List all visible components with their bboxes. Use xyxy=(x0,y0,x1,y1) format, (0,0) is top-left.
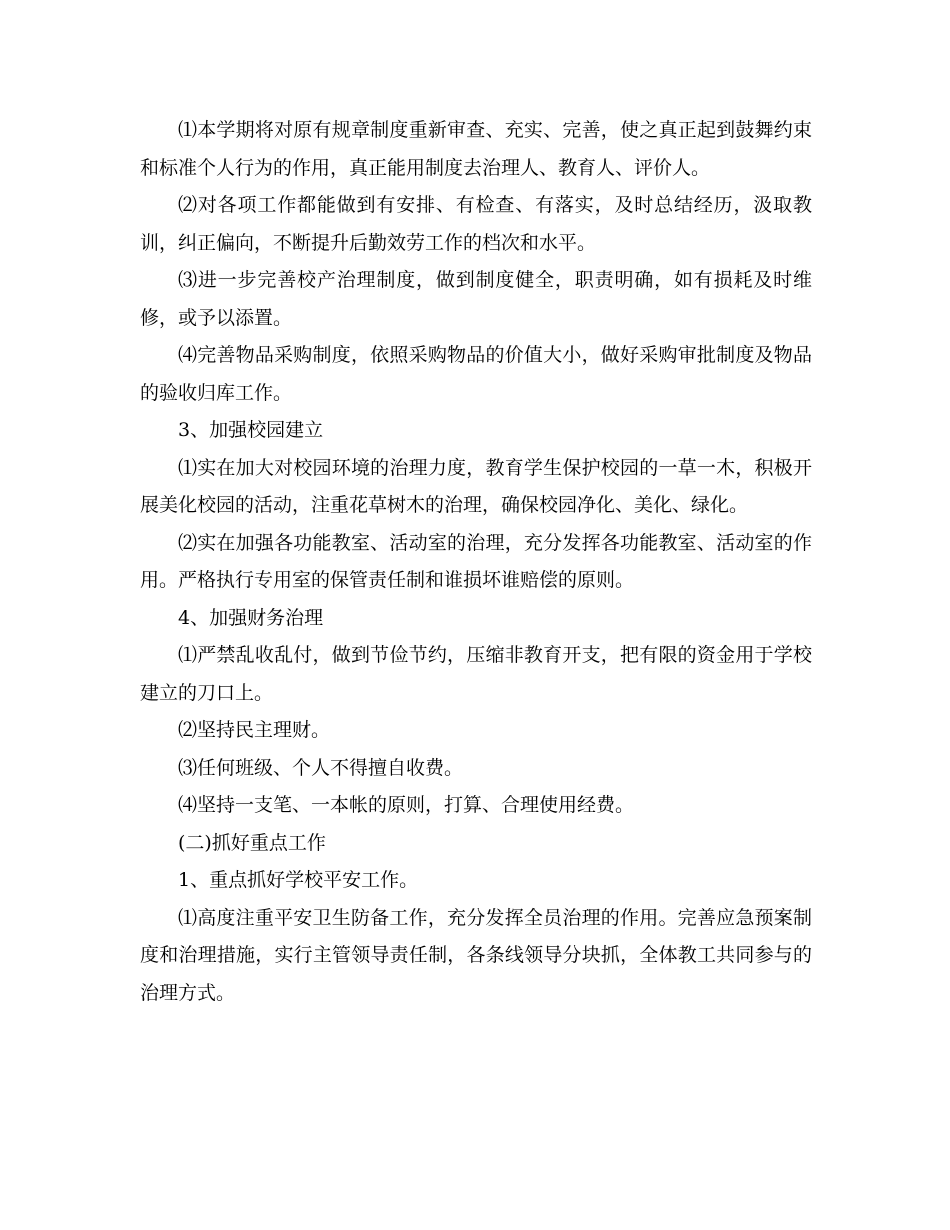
paragraph-procurement: ⑷完善物品采购制度，依照采购物品的价值大小，做好采购审批制度及物品的验收归库工作。 xyxy=(140,344,812,404)
paragraph-asset-management: ⑶进一步完善校产治理制度，做到制度健全，职责明确，如有损耗及时维修，或予以添置。 xyxy=(140,269,812,329)
paragraph-campus-environment: ⑴实在加大对校园环境的治理力度，教育学生保护校园的一草一木，积极开展美化校园的活动，注重花草树木的治理，确保校园净化、美化、绿化。 xyxy=(140,456,812,516)
heading-key-work: (二)抓好重点工作 xyxy=(178,831,326,854)
paragraph-work-arrangement: ⑵对各项工作都能做到有安排、有检查、有落实，及时总结经历，汲取教训，纠正偏向，不断提升后勤效劳工作的档次和水平。 xyxy=(140,194,812,254)
paragraph-democratic-finance: ⑵坚持民主理财。 xyxy=(178,719,331,741)
paragraph-rules-review: ⑴本学期将对原有规章制度重新审查、充实、完善，使之真正起到鼓舞约束和标准个人行为的作用，真正能用制度去治理人、教育人、评价人。 xyxy=(140,119,812,179)
paragraph-safety-measures: ⑴高度注重平安卫生防备工作，充分发挥全员治理的作用。完善应急预案制度和治理措施，实行主管领导责任制，各条线领导分块抓，全体教工共同参与的治理方式。 xyxy=(140,906,812,1004)
heading-finance-management: 4、加强财务治理 xyxy=(178,606,324,629)
paragraph-no-unauthorized-fees: ⑶任何班级、个人不得擅自收费。 xyxy=(178,756,464,779)
paragraph-spending-control: ⑴严禁乱收乱付，做到节俭节约，压缩非教育开支，把有限的资金用于学校建立的刀口上。 xyxy=(140,644,812,704)
paragraph-single-signature: ⑷坚持一支笔、一本帐的原则，打算、合理使用经费。 xyxy=(178,794,635,816)
document-page xyxy=(140,112,812,1012)
paragraph-function-rooms: ⑵实在加强各功能教室、活动室的治理，充分发挥各功能教室、活动室的作用。严格执行专用室的保管责任制和谁损坏谁赔偿的原则。 xyxy=(140,531,812,591)
heading-campus-construction: 3、加强校园建立 xyxy=(178,419,324,441)
heading-school-safety: 1、重点抓好学校平安工作。 xyxy=(178,869,419,891)
